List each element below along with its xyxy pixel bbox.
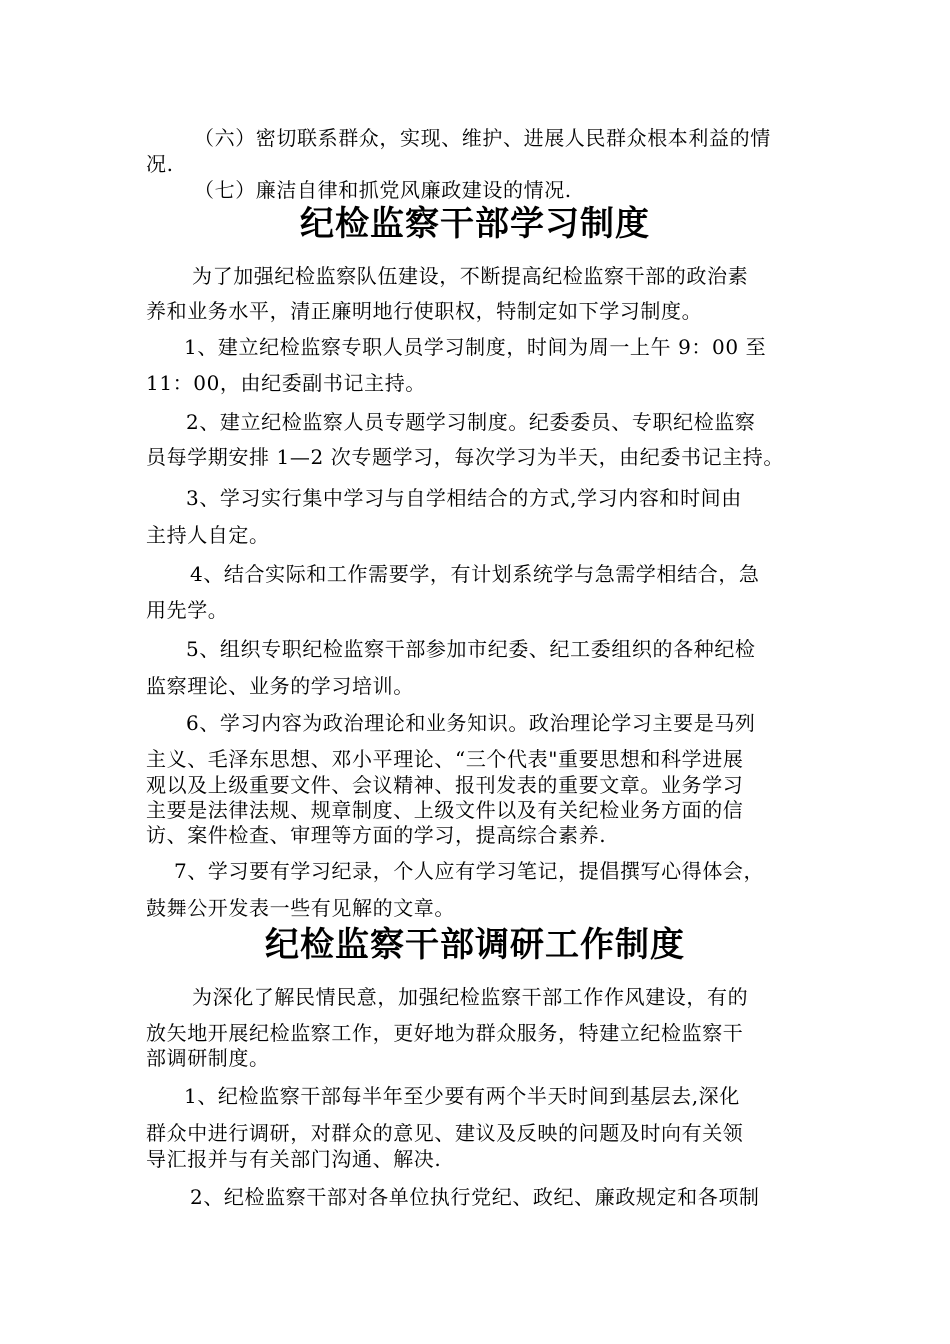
paragraph-line: 2、纪检监察干部对各单位执行党纪、政纪、廉政规定和各项制 <box>190 1185 760 1209</box>
paragraph-line: 1、纪检监察干部每半年至少要有两个半天时间到基层去,深化 <box>184 1084 740 1108</box>
paragraph-line: 主义、毛泽东思想、邓小平理论、“三个代表"重要思想和科学进展 <box>146 747 744 771</box>
paragraph-line: 群众中进行调研，对群众的意见、建议及反映的问题及时向有关领 <box>146 1121 744 1145</box>
paragraph-line: 员每学期安排 1—2 次专题学习，每次学习为半天，由纪委书记主持。 <box>146 445 784 469</box>
text-line: （七）廉洁自律和抓党风廉政建设的情况. <box>194 178 572 202</box>
paragraph-line: 主持人自定。 <box>146 523 270 547</box>
paragraph-line: 访、案件检查、审理等方面的学习，提高综合素养. <box>146 823 607 847</box>
paragraph-line: 用先学。 <box>146 598 229 622</box>
paragraph-line: 5、组织专职纪检监察干部参加市纪委、纪工委组织的各种纪检 <box>186 637 756 661</box>
paragraph-line: 观以及上级重要文件、会议精神、报刊发表的重要文章。业务学习 <box>146 773 744 797</box>
paragraph-line: 放矢地开展纪检监察工作，更好地为群众服务，特建立纪检监察干 <box>146 1021 744 1045</box>
paragraph-line: 4、结合实际和工作需要学，有计划系统学与急需学相结合，急 <box>190 562 760 586</box>
paragraph-line: 3、学习实行集中学习与自学相结合的方式,学习内容和时间由 <box>186 486 742 510</box>
text-line: 况. <box>146 152 174 176</box>
section-title-study: 纪检监察干部学习制度 <box>300 204 650 244</box>
section-title-research: 纪检监察干部调研工作制度 <box>265 925 685 965</box>
paragraph-line: 监察理论、业务的学习培训。 <box>146 674 414 698</box>
paragraph-line: 1、建立纪检监察专职人员学习制度，时间为周一上午 9：00 至 <box>184 335 767 359</box>
paragraph-line: 6、学习内容为政治理论和业务知识。政治理论学习主要是马列 <box>186 711 756 735</box>
paragraph-line: 为了加强纪检监察队伍建设，不断提高纪检监察干部的政治素 <box>192 264 749 288</box>
paragraph-line: 为深化了解民情民意，加强纪检监察干部工作作风建设，有的 <box>192 985 749 1009</box>
paragraph-line: 鼓舞公开发表一些有见解的文章。 <box>146 896 455 920</box>
paragraph-line: 导汇报并与有关部门沟通、解决. <box>146 1147 442 1171</box>
paragraph-line: 7、学习要有学习纪录，个人应有学习笔记，提倡撰写心得体会， <box>174 859 765 883</box>
text-line: （六）密切联系群众，实现、维护、进展人民群众根本利益的情 <box>194 126 771 150</box>
paragraph-line: 主要是法律法规、规章制度、上级文件以及有关纪检业务方面的信 <box>146 798 744 822</box>
paragraph-line: 2、建立纪检监察人员专题学习制度。纪委委员、专职纪检监察 <box>186 410 756 434</box>
paragraph-line: 养和业务水平，清正廉明地行使职权，特制定如下学习制度。 <box>146 299 703 323</box>
paragraph-line: 11：00，由纪委副书记主持。 <box>146 371 426 395</box>
paragraph-line: 部调研制度。 <box>146 1046 270 1070</box>
